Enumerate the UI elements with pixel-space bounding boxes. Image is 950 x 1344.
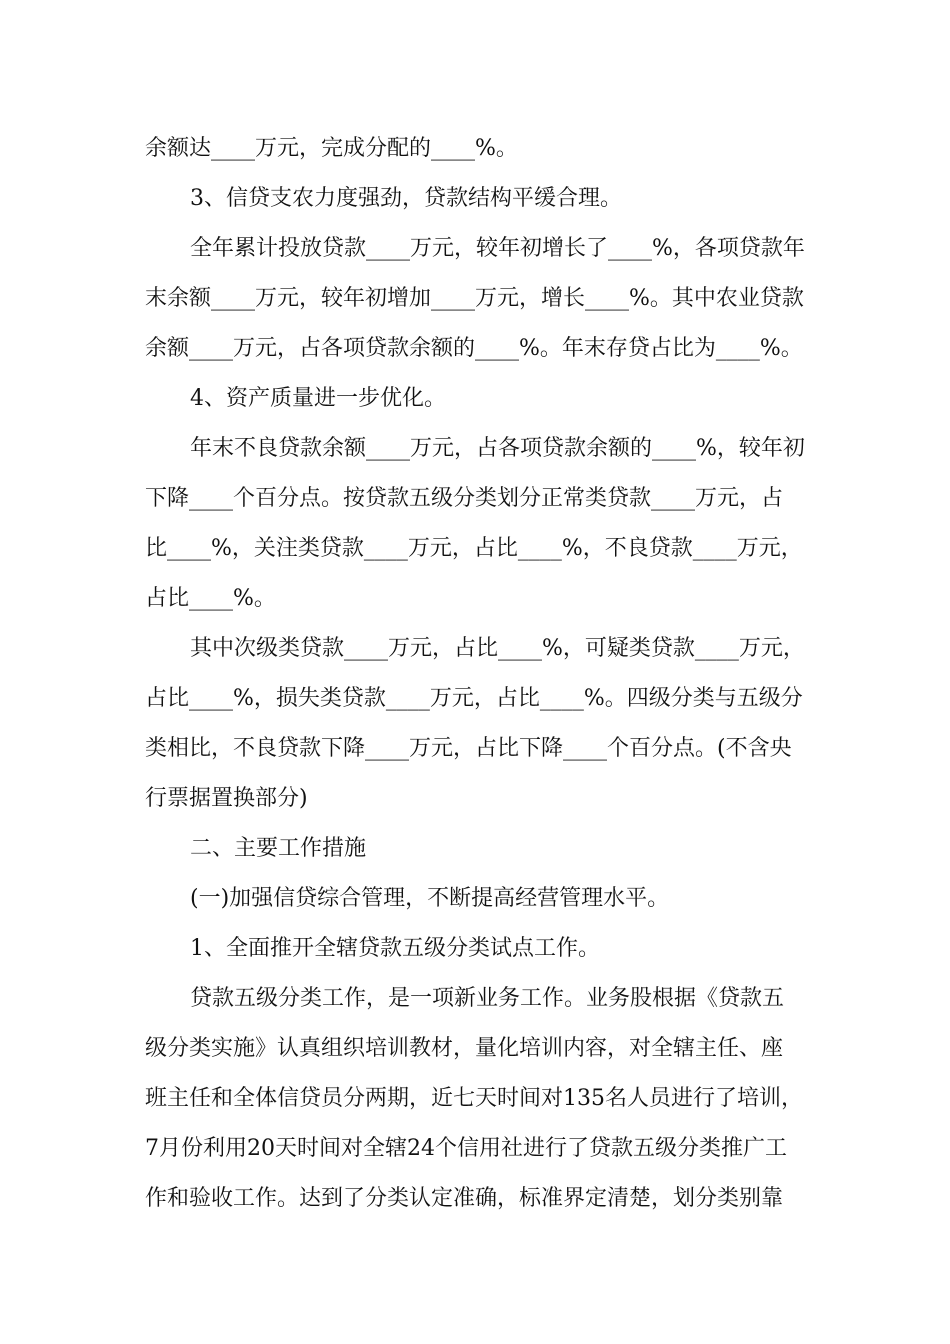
text-line: 下降____个百分点。按贷款五级分类划分正常类贷款____万元，占 [145,486,784,511]
text-line: 贷款五级分类工作，是一项新业务工作。业务股根据《贷款五 [190,986,785,1011]
text-line: 7月份利用20天时间对全辖24个信用社进行了贷款五级分类推广工 [145,1136,787,1161]
text-line: 占比____%。 [145,586,276,611]
text-line: 行票据置换部分) [145,786,308,811]
text-line: 余额达____万元，完成分配的____%。 [145,136,518,161]
text-line: 余额____万元，占各项贷款余额的____%。年末存贷占比为____%。 [145,336,803,361]
text-line: 其中次级类贷款____万元，占比____%，可疑类贷款____万元， [190,636,805,661]
text-line: 级分类实施》认真组织培训教材，量化培训内容，对全辖主任、座 [145,1036,784,1061]
text-line: 类相比，不良贷款下降____万元，占比下降____个百分点。(不含央 [145,736,792,761]
text-line: (一)加强信贷综合管理，不断提高经营管理水平。 [190,886,670,911]
text-line: 4、资产质量进一步优化。 [190,386,446,411]
text-line: 1、全面推开全辖贷款五级分类试点工作。 [190,936,600,961]
text-line: 占比____%，损失类贷款____万元，占比____%。四级分类与五级分 [145,686,803,711]
text-line: 3、信贷支农力度强劲，贷款结构平缓合理。 [190,186,622,211]
text-line: 年末不良贷款余额____万元，占各项贷款余额的____%，较年初 [190,436,805,461]
text-line: 班主任和全体信贷员分两期，近七天时间对135名人员进行了培训， [145,1086,803,1111]
text-line: 比____%，关注类贷款____万元，占比____%，不良贷款____万元， [145,536,803,561]
text-line: 二、主要工作措施 [190,836,367,861]
text-line: 末余额____万元，较年初增加____万元，增长____%。其中农业贷款 [145,286,804,311]
text-line: 全年累计投放贷款____万元，较年初增长了____%，各项贷款年 [190,236,805,261]
document-body [145,124,810,1224]
text-line: 作和验收工作。达到了分类认定准确，标准界定清楚，划分类别靠 [145,1186,784,1211]
